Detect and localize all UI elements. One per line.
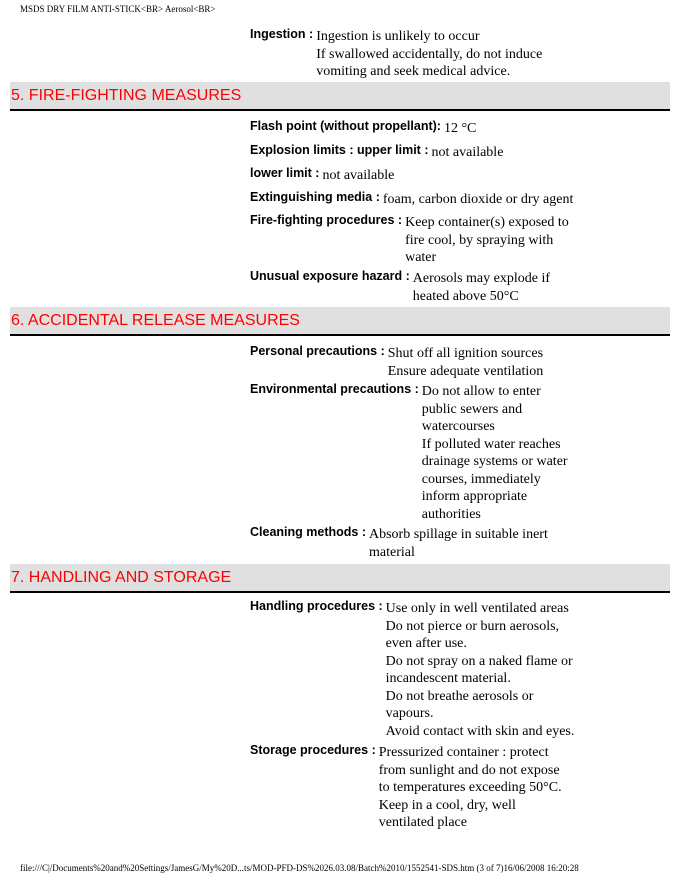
personal-precautions-row (250, 345, 610, 380)
storage-procedures-label: Storage procedures : (250, 743, 376, 757)
explosion-upper-row (250, 144, 610, 162)
value-line: Do not pierce or burn aerosols, (385, 618, 560, 634)
section-6-heading: 6. ACCIDENTAL RELEASE MEASURES (11, 312, 300, 329)
personal-precautions-value (388, 345, 544, 380)
section-5-heading: 5. FIRE-FIGHTING MEASURES (11, 87, 242, 104)
unusual-hazard-row (250, 270, 610, 305)
value-line: If polluted water reaches (421, 436, 561, 452)
value-line: vomiting and seek medical advice. (316, 64, 511, 79)
cleaning-methods-row (250, 526, 610, 561)
value-line: to temperatures exceeding 50°C. (378, 780, 562, 795)
value-line: drainage systems or water (421, 454, 568, 469)
section-5-band (10, 82, 670, 111)
value-line: Aerosols may explode if (412, 271, 551, 286)
value-line: Keep in a cool, dry, well (378, 797, 516, 813)
value-line: Avoid contact with skin and eyes. (385, 723, 575, 739)
extinguishing-label: Extinguishing media : (250, 190, 380, 204)
value-line: inform appropriate (421, 489, 528, 504)
value-line: authorities (421, 506, 481, 522)
handling-procedures-label: Handling procedures : (250, 599, 383, 613)
value-line: Use only in well ventilated areas (385, 601, 569, 616)
fire-procedures-row (250, 214, 610, 267)
unusual-hazard-value (413, 270, 550, 305)
storage-procedures-value (379, 744, 562, 832)
value-line: Shut off all ignition sources (387, 346, 544, 361)
value-line: Ensure adequate ventilation (387, 363, 544, 379)
explosion-lower-label: lower limit : (250, 166, 320, 180)
flash-point-label: Flash point (without propellant): (250, 119, 441, 133)
explosion-lower-row (250, 167, 610, 185)
extinguishing-value: foam, carbon dioxide or dry agent (382, 192, 574, 207)
value-line: Do not allow to enter (421, 384, 541, 399)
section-6-band (10, 307, 670, 336)
cleaning-methods-value (369, 526, 548, 561)
value-line: If swallowed accidentally, do not induce (316, 46, 543, 62)
value-line: Keep container(s) exposed to (405, 215, 569, 230)
page-header: MSDS DRY FILM ANTI-STICK<BR> Aerosol<BR> (20, 4, 216, 14)
fire-procedures-label: Fire-fighting procedures : (250, 213, 403, 227)
handling-procedures-row (250, 600, 610, 740)
value-line: ventilated place (378, 815, 467, 830)
section-7-band (10, 564, 670, 593)
explosion-upper-label: Explosion limits : upper limit : (250, 143, 429, 157)
page-footer: file:///C|/Documents%20and%20Settings/JamesG/My%20D...ts/MOD-PFD-DS%2026.03.08/Batch%2010/1552541-SDS.htm (3 of 7)16/06/2008 16:20:28 (20, 863, 579, 873)
extinguishing-row (250, 191, 610, 209)
fire-procedures-value (405, 214, 569, 267)
handling-procedures-value (386, 600, 575, 740)
value-line: Ingestion is unlikely to occur (316, 29, 480, 44)
value-line: courses, immediately (421, 471, 541, 487)
value-line: water (405, 250, 437, 265)
unusual-hazard-label: Unusual exposure hazard : (250, 269, 410, 283)
personal-precautions-label: Personal precautions : (250, 344, 385, 358)
cleaning-methods-label: Cleaning methods : (250, 525, 366, 539)
environmental-precautions-label: Environmental precautions : (250, 382, 419, 396)
ingestion-row (250, 28, 610, 81)
value-line: watercourses (421, 419, 495, 434)
environmental-precautions-row (250, 383, 610, 523)
value-line: Absorb spillage in suitable inert (368, 527, 548, 542)
value-line: even after use. (385, 636, 467, 651)
flash-point-value: 12 °C (443, 121, 477, 136)
value-line: Do not spray on a naked flame or (385, 653, 573, 669)
value-line: Do not breathe aerosols or (385, 688, 534, 704)
value-line: vapours. (385, 706, 434, 721)
value-line: public sewers and (421, 401, 523, 417)
storage-procedures-row (250, 744, 610, 832)
ingestion-label: Ingestion : (250, 27, 314, 41)
value-line: material (368, 544, 415, 560)
explosion-upper-value: not available (431, 145, 504, 160)
value-line: Pressurized container : protect (378, 745, 549, 760)
value-line: heated above 50°C (412, 288, 519, 304)
value-line: from sunlight and do not expose (378, 762, 560, 778)
ingestion-value (316, 28, 542, 81)
section-7-heading: 7. HANDLING AND STORAGE (11, 569, 232, 586)
value-line: fire cool, by spraying with (405, 232, 554, 248)
flash-point-row (250, 120, 610, 138)
value-line: incandescent material. (385, 671, 511, 686)
environmental-precautions-value (422, 383, 568, 523)
explosion-lower-value: not available (322, 168, 395, 183)
